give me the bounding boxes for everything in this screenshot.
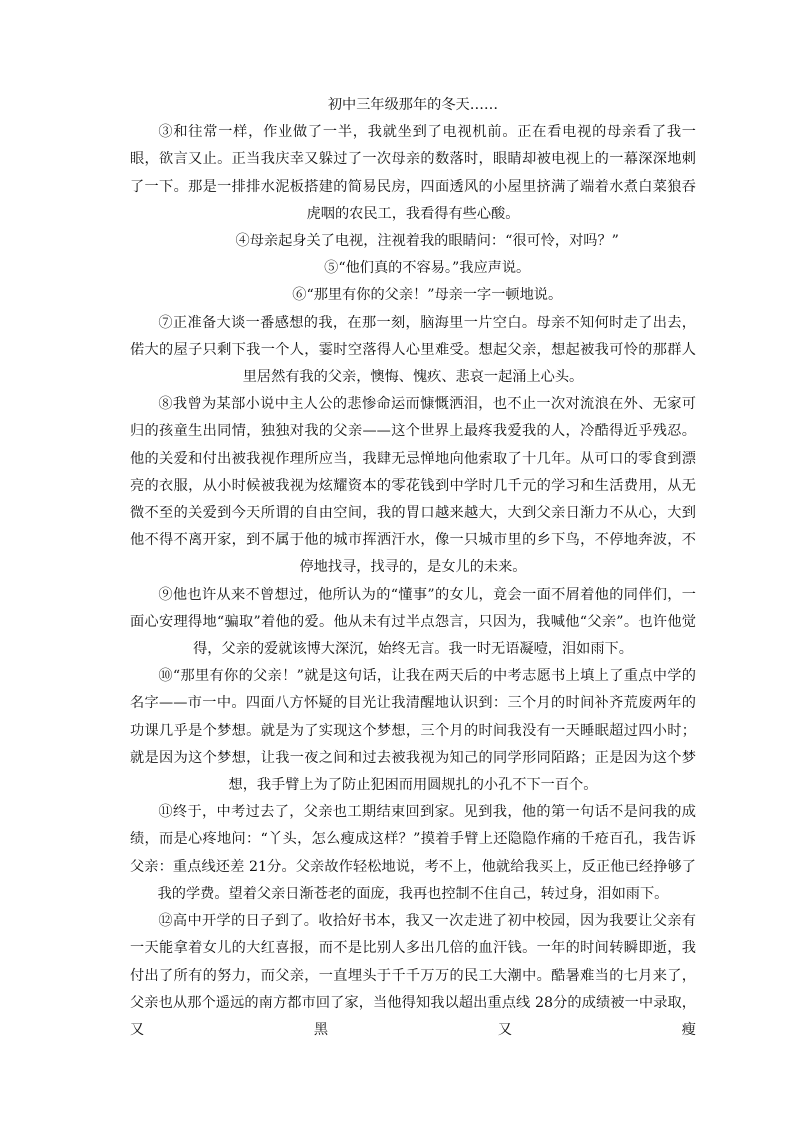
paragraph-12: ⑫高中开学的日子到了。收拾好书本，我又一次走进了初中校园，因为我要让父亲有一天能拿着女儿的大红喜报，而不是比别人多出几倍的血汗钱。一年的时间转瞬即逝，我付出了所有的努力，而父亲，一直埋头于千千万万的民工大潮中。酷暑难当的七月来了，父亲也从那个遥远的南方都市回了家，当他得知我以超出重点线 28分的成绩被一中录取，又黑又瘦: [130, 913, 696, 1038]
paragraph-8: ⑧我曾为某部小说中主人公的悲惨命运而慷慨洒泪，也不止一次对流浪在外、无家可归的孩童生出同情，独独对我的父亲——这个世界上最疼我爱我的人，冷酷得近乎残忍。他的关爱和付出被我视作理所应当，我肆无忌惮地向他索取了十几年。从可口的零食到漂亮的衣服，从小时候被我视为炫耀资本的零花钱到中学时几千元的学习和生活费用，从无微不至的关爱到今天所谓的自由空间，我的胃口越来越大，大到父亲日渐力不从心，大到他不得不离开家，到不属于他的城市挥洒汗水，像一只城市里的乡下鸟，不停地奔波，不停地找寻，找寻的，是女儿的未来。: [130, 396, 696, 576]
paragraph-3: ③和往常一样，作业做了一半，我就坐到了电视机前。正在看电视的母亲看了我一眼，欲言又止。正当我庆幸又躲过了一次母亲的数落时，眼睛却被电视上的一幕深深地刺了一下。那是一排排水泥板搭建的简易民房，四面透风的小屋里挤满了端着水煮白菜狼吞虎咽的农民工，我看得有些心酸。: [130, 124, 696, 222]
paragraph-4: ④母亲起身关了电视，注视着我的眼睛问：“很可怜，对吗？”: [235, 233, 619, 250]
paragraph-10: ⑩“那里有你的父亲！”就是这句话，让我在两天后的中考志愿书上填上了重点中学的名字——市一中。四面八方怀疑的目光让我清醒地认识到：三个月的时间补齐荒废两年的功课几乎是个梦想。就是为了实现这个梦想，三个月的时间我没有一天睡眠超过四小时；就是因为这个梦想，让我一夜之间和过去被我视为知己的同学形同陌路；正是因为这个梦想，我手臂上为了防止犯困而用圆规扎的小孔不下一百个。: [130, 668, 696, 794]
opening-line: 初中三年级那年的冬天……: [327, 97, 499, 113]
paragraph-5: ⑤“他们真的不容易。”我应声说。: [324, 260, 531, 277]
paragraph-6: ⑥“那里有你的父亲！”母亲一字一顿地说。: [292, 287, 563, 304]
paragraph-11: ⑪终于，中考过去了，父亲也工期结束回到家。见到我，他的第一句话不是问我的成绩，而是心疼地问：“丫头，怎么瘦成这样？”摸着手臂上还隐隐作痛的千疮百孔，我告诉父亲：重点线还差 21分。父亲故作轻松地说，考不上，他就给我买上，反正他已经挣够了我的学费。望着父亲日渐苍老的面庞，我再也控制不住自己，转过身，泪如雨下。: [130, 804, 696, 902]
paragraph-9: ⑨他也许从来不曾想过，他所认为的“懂事”的女儿，竟会一面不屑着他的同伴们，一面心安理得地“骗取”着他的爱。他从未有过半点怨言，只因为，我喊他“父亲”。也许他觉得，父亲的爱就该博大深沉，始终无言。我一时无语凝噎，泪如雨下。: [130, 586, 696, 658]
paragraph-7: ⑦正准备大谈一番感想的我，在那一刻，脑海里一片空白。母亲不知何时走了出去，偌大的屋子只剩下我一个人，霎时空落得人心里难受。想起父亲，想起被我可怜的那群人里居然有我的父亲，懊悔、愧疚、悲哀一起涌上心头。: [130, 314, 696, 386]
document-page: [130, 92, 696, 1044]
